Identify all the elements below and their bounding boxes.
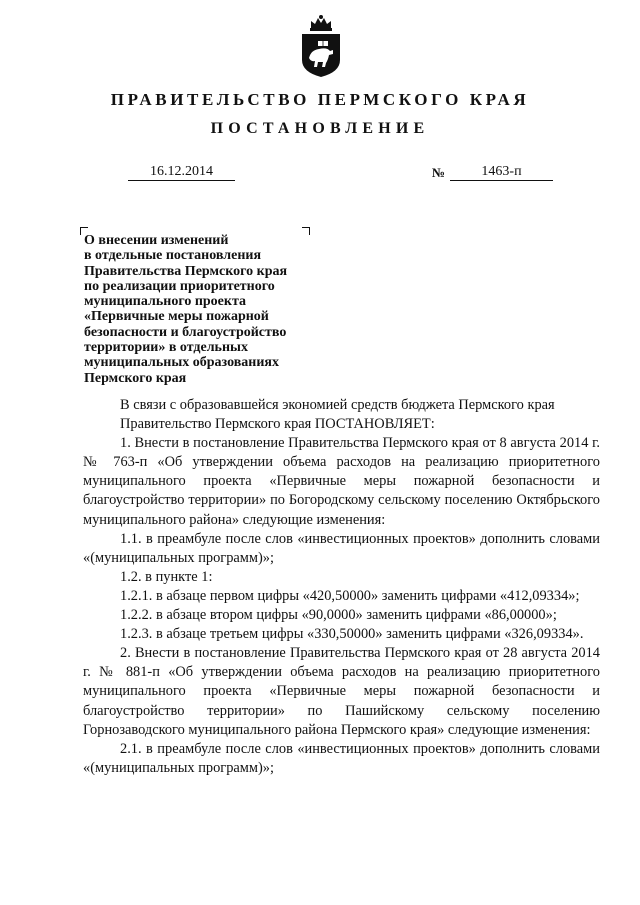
subject-line: Правительства Пермского края — [84, 263, 288, 279]
subject-line: муниципального проекта — [84, 294, 247, 310]
subject-line: О внесении изменений — [84, 233, 229, 248]
document-date: 16.12.2014 — [128, 163, 235, 181]
subject-line: территории» в отдельных — [84, 340, 248, 356]
document-body — [83, 396, 600, 778]
subject-line: Пермского края — [84, 370, 187, 386]
document-type: ПОСТАНОВЛЕНИЕ — [210, 120, 430, 137]
coat-of-arms-icon — [299, 14, 343, 78]
paragraph-preamble: В связи с образовавшейся экономией средств бюджета Пермского края — [120, 397, 555, 413]
subject-line: безопасности и благоустройство — [84, 324, 287, 340]
subject-line: в отдельные постановления — [84, 248, 262, 264]
paragraph-item-1: 1. Внести в постановление Правительства Пермского края от 8 августа 2014 г. № 763-п «Об утверждении объема расходов на реализацию приоритетного муниципального проекта «Первичные меры пожарной безопасности и благоустройство территории» по Богородскому сельскому поселению Октябрьского муниципального района» следующие изменения: — [83, 435, 600, 528]
subject-line: «Первичные меры пожарной — [84, 309, 269, 325]
paragraph-resolves: Правительство Пермского края ПОСТАНОВЛЯЕТ: — [120, 416, 435, 433]
subject-line: по реализации приоритетного — [84, 278, 275, 294]
government-title: ПРАВИТЕЛЬСТВО ПЕРМСКОГО КРАЯ — [110, 90, 530, 109]
paragraph-item-1-2-3: 1.2.3. в абзаце третьем цифры «330,50000» заменить цифрами «326,09334». — [120, 626, 584, 643]
document-number: 1463-п — [450, 163, 553, 181]
paragraph-item-2-1: 2.1. в преамбуле после слов «инвестиционных проектов» дополнить словами «(муниципальных программ)»; — [83, 740, 600, 776]
document-subject — [84, 233, 316, 386]
paragraph-item-2: 2. Внести в постановление Правительства Пермского края от 28 августа 2014 г. № 881-п «Об утверждении объема расходов на реализацию приоритетного муниципального проекта «Первичные меры пожарной безопасности и благоустройство территории» по Пашийскому сельскому поселению Горнозаводского муниципального района Пермского края» следующие изменения: — [83, 645, 600, 738]
paragraph-item-1-2-2: 1.2.2. в абзаце втором цифры «90,0000» заменить цифрами «86,00000»; — [120, 607, 557, 624]
subject-line: муниципальных образованиях — [84, 355, 279, 371]
number-sign: № — [432, 165, 446, 180]
paragraph-item-1-2: 1.2. в пункте 1: — [120, 568, 213, 585]
paragraph-item-1-2-1: 1.2.1. в абзаце первом цифры «420,50000» заменить цифрами «412,09334»; — [120, 587, 580, 604]
paragraph-item-1-1: 1.1. в преамбуле после слов «инвестиционных проектов» дополнить словами «(муниципальных программ)»; — [83, 530, 600, 566]
